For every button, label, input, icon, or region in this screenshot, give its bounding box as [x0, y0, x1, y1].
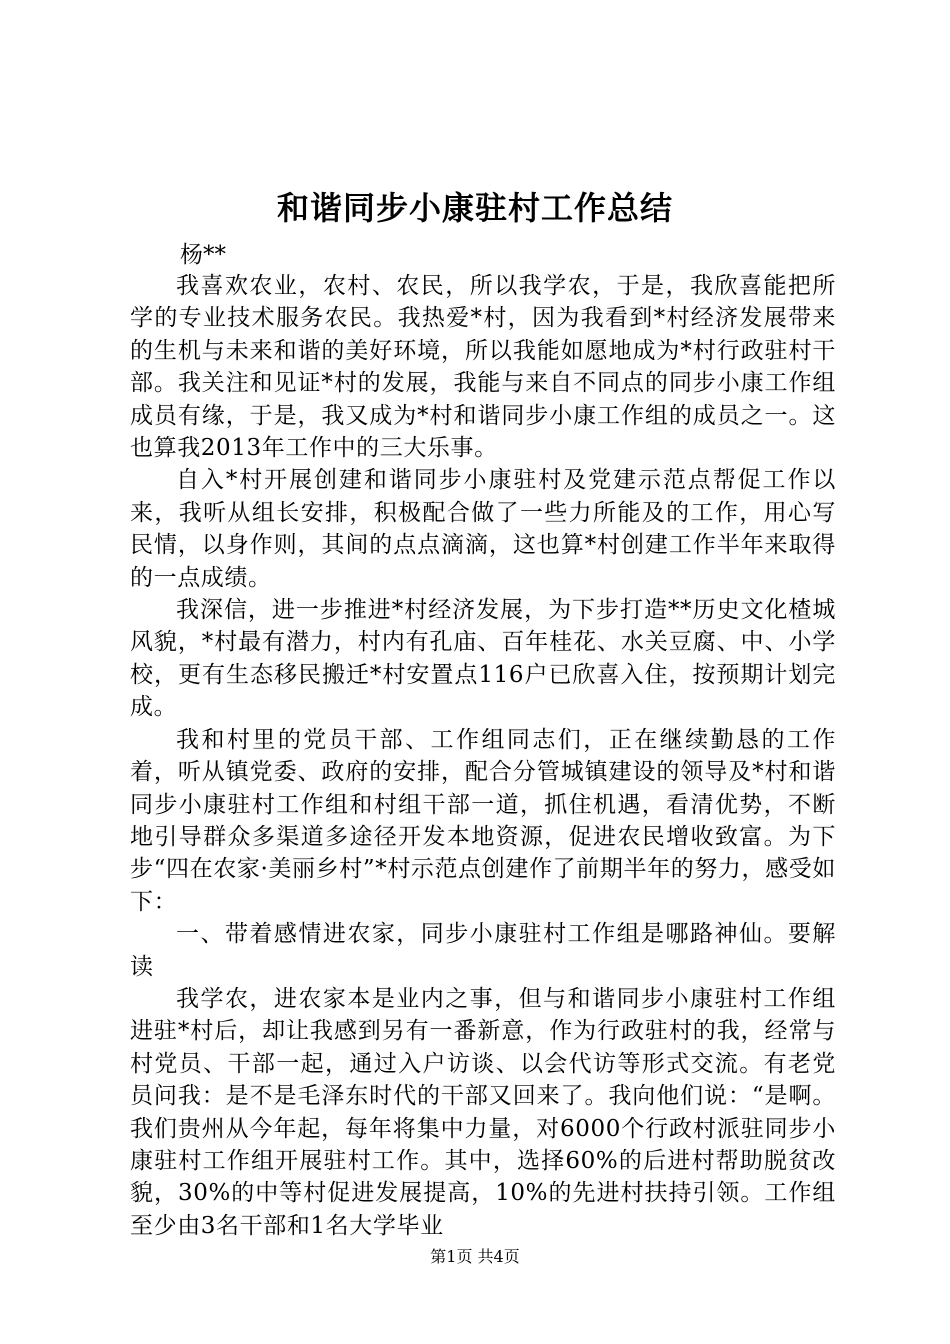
page-number: 第1页 共4页 [430, 1247, 520, 1266]
author-name: 杨** [180, 242, 226, 268]
paragraph: 我和村里的党员干部、工作组同志们，正在继续勤恳的工作着，听从镇党委、政府的安排，配合分管城镇建设的领导及*村和谐同步小康驻村工作组和村组干部一道，抓住机遇，看清优势，不断地引导群众多渠道多途径开发本地资源，促进农民增收致富。为下步“四在农家·美丽乡村”*村示范点创建作了前期半年的努力，感受如下： [130, 726, 836, 915]
paragraph: 我深信，进一步推进*村经济发展，为下步打造**历史文化楂城风貌，*村最有潜力，村内有孔庙、百年桂花、水关豆腐、中、小学校，更有生态移民搬迁*村安置点116户已欣喜入住，按预期计划完成。 [130, 597, 836, 721]
paragraph: 自入*村开展创建和谐同步小康驻村及党建示范点帮促工作以来，我听从组长安排，积极配合做了一些力所能及的工作，用心写民情，以身作则，其间的点点滴滴，这也算*村创建工作半年来取得的一点成绩。 [130, 467, 836, 591]
document-body [130, 270, 836, 1242]
section-heading: 一、带着感情进农家，同步小康驻村工作组是哪路神仙。要解读 [130, 921, 836, 980]
document-title: 和谐同步小康驻村工作总结 [276, 189, 673, 227]
paragraph: 我学农，进农家本是业内之事，但与和谐同步小康驻村工作组进驻*村后，却让我感到另有一番新意，作为行政驻村的我，经常与村党员、干部一起，通过入户访谈、以会代访等形式交流。有老党员问我：是不是毛泽东时代的干部又回来了。我向他们说：“是啊。我们贵州从今年起，每年将集中力量，对6000个行政村派驻同步小康驻村工作组开展驻村工作。其中，选择60%的后进村帮助脱贫改貌，30%的中等村促进发展提高，10%的先进村扶持引领。工作组至少由3名干部和1名大学毕业 [130, 985, 836, 1239]
paragraph: 我喜欢农业，农村、农民，所以我学农，于是，我欣喜能把所学的专业技术服务农民。我热爱*村，因为我看到*村经济发展带来的生机与未来和谐的美好环境，所以我能如愿地成为*村行政驻村干部。我关注和见证*村的发展，我能与来自不同点的同步小康工作组成员有缘，于是，我又成为*村和谐同步小康工作组的成员之一。这也算我2013年工作中的三大乐事。 [130, 273, 836, 462]
